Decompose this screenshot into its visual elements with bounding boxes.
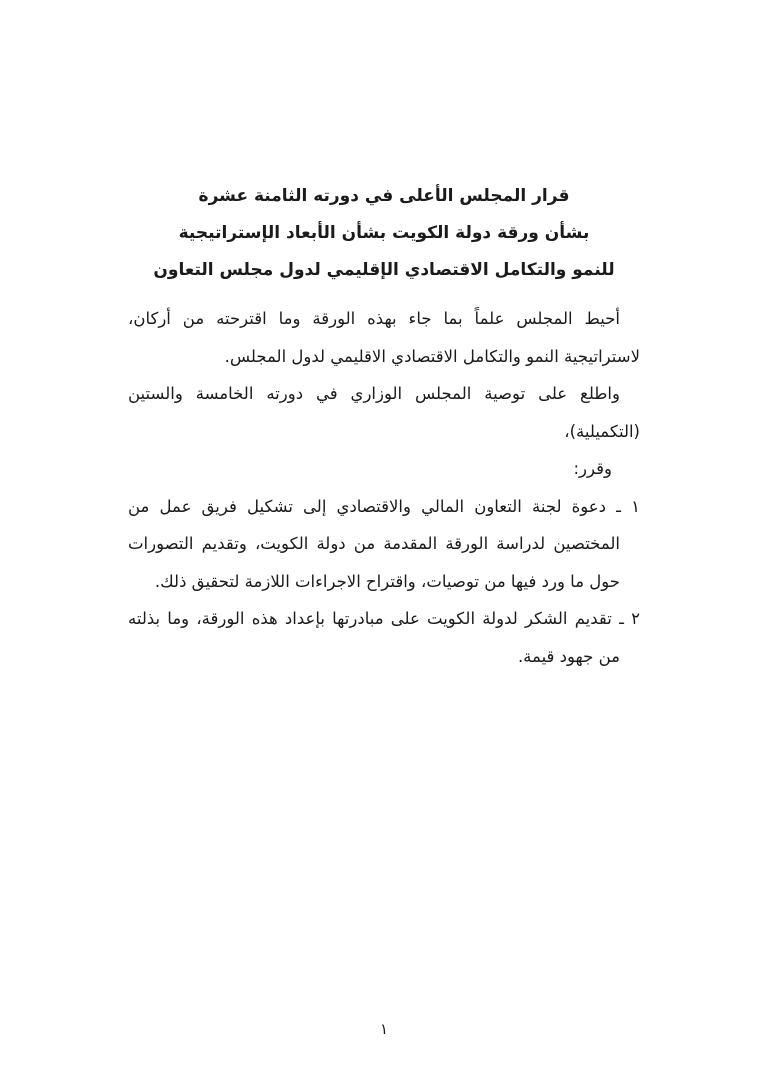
title-line-2: بشأن ورقة دولة الكويت بشأن الأبعاد الإستراتيجية bbox=[178, 223, 590, 243]
preamble-paragraph: أحيط المجلس علماً بما جاء بهذه الورقة وما اقترحته من أركان، لاستراتيجية النمو والتكامل الاقتصادي الاقليمي لدول المجلس. bbox=[128, 309, 640, 366]
decision-item-2-number: ٢ ـ bbox=[619, 609, 640, 628]
decision-item-1-text: دعوة لجنة التعاون المالي والاقتصادي إلى تشكيل فريق عمل من المختصين لدراسة الورقة المقدمة من دولة الكويت، وتقديم التصورات حول ما ورد فيها من توصيات، واقتراح الاجراءات اللازمة لتحقيق ذلك. bbox=[128, 496, 620, 591]
document-body bbox=[128, 300, 640, 675]
title-line-1: قرار المجلس الأعلى في دورته الثامنة عشرة bbox=[198, 186, 570, 206]
page-number: ١ bbox=[379, 1020, 389, 1038]
recommendation-paragraph: واطلع على توصية المجلس الوزاري في دورته الخامسة والستين (التكميلية)، bbox=[128, 384, 640, 441]
title-line-3: للنمو والتكامل الاقتصادي الإقليمي لدول مجلس التعاون bbox=[153, 260, 615, 280]
decision-item-2-text: تقديم الشكر لدولة الكويت على مبادرتها بإعداد هذه الورقة، وما بذلته من جهود قيمة. bbox=[128, 609, 620, 666]
decision-item-2 bbox=[128, 600, 640, 675]
decision-item-1 bbox=[128, 488, 640, 601]
decision-item-1-number: ١ ـ bbox=[616, 496, 640, 516]
document-title-block bbox=[0, 178, 768, 289]
decision-lead: وقرر: bbox=[573, 459, 612, 478]
